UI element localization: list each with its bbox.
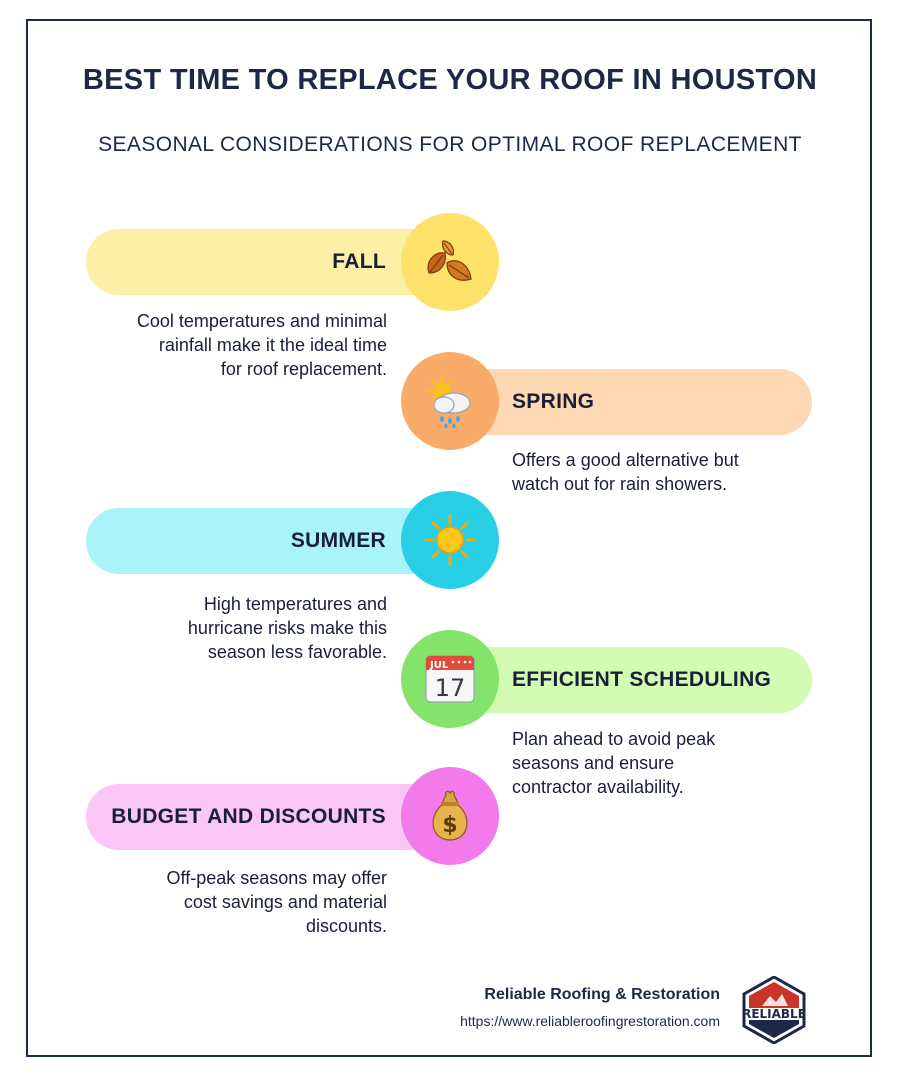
scheduling-circle xyxy=(401,630,499,728)
fallen-leaves-icon xyxy=(421,233,479,291)
budget-label: BUDGET AND DISCOUNTS xyxy=(111,805,386,828)
summer-label: SUMMER xyxy=(290,529,386,552)
logo-text: RELIABLE xyxy=(742,1007,806,1021)
money-bag-icon xyxy=(425,789,475,843)
spring-circle xyxy=(401,352,499,450)
calendar-day: 17 xyxy=(434,674,466,702)
spring-label: SPRING xyxy=(512,390,595,413)
company-url[interactable]: https://www.reliableroofingrestoration.com xyxy=(460,1013,720,1029)
fall-description: Cool temperatures and minimal rainfall make it the ideal time for roof replacement. xyxy=(136,311,387,379)
fall-label: FALL xyxy=(332,250,386,273)
calendar-icon xyxy=(423,652,477,706)
fall-circle xyxy=(401,213,499,311)
spring-description: Offers a good alternative but watch out for rain showers. xyxy=(512,450,739,494)
summer-description: High temperatures and hurricane risks make this season less favorable. xyxy=(187,594,387,662)
calendar-month: JUL xyxy=(430,660,449,671)
budget-description: Off-peak seasons may offer cost savings and material discounts. xyxy=(166,868,387,936)
svg-text:$: $ xyxy=(442,813,458,838)
summer-circle xyxy=(401,491,499,589)
sun-icon xyxy=(423,513,477,567)
page-title: BEST TIME TO REPLACE YOUR ROOF IN HOUSTON xyxy=(82,64,818,96)
page-subtitle: SEASONAL CONSIDERATIONS FOR OPTIMAL ROOF REPLACEMENT xyxy=(98,133,802,156)
sun-rain-cloud-icon xyxy=(422,373,478,429)
scheduling-description: Plan ahead to avoid peak seasons and ensure contractor availability. xyxy=(512,729,716,797)
scheduling-label: EFFICIENT SCHEDULING xyxy=(512,668,772,691)
company-logo xyxy=(740,976,808,1044)
budget-circle xyxy=(401,767,499,865)
company-name: Reliable Roofing & Restoration xyxy=(484,986,720,1003)
